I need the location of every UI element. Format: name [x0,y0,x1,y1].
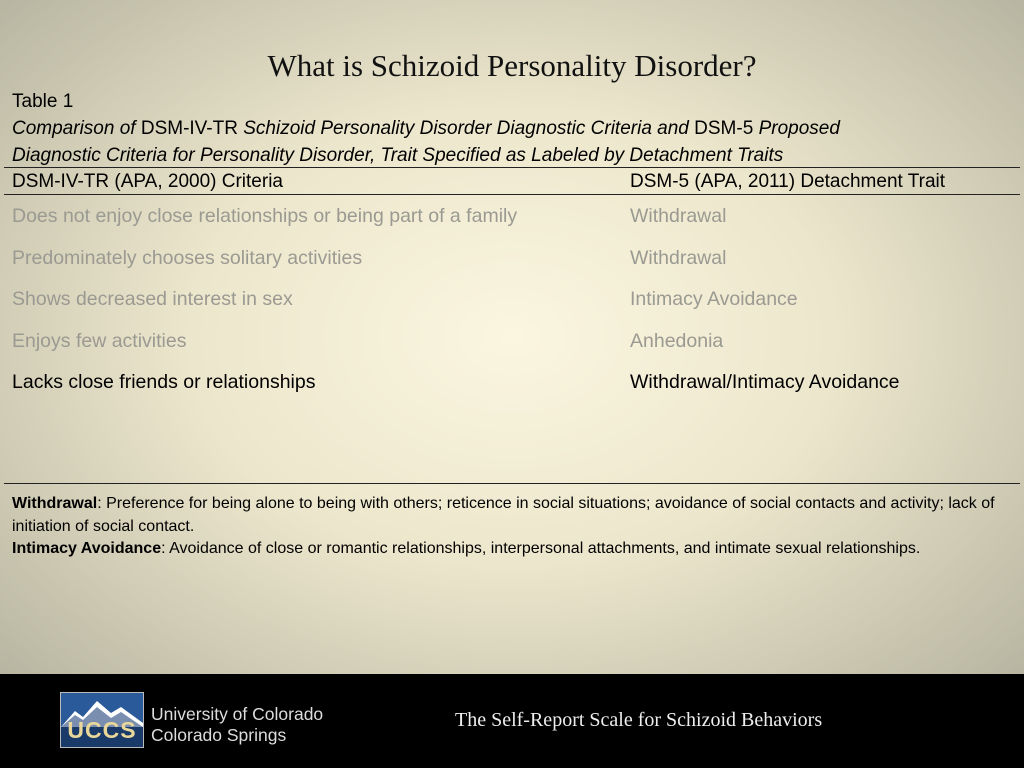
criteria-cell: Does not enjoy close relationships or being part of a family [12,205,518,227]
definition-term: Withdrawal [12,495,98,512]
university-name-line1: University of Colorado [151,704,324,724]
criteria-cell: Enjoys few activities [12,329,187,352]
trait-cell: Withdrawal [630,205,727,227]
caption-part: Comparison of [12,118,141,139]
table-caption-line2-text: Diagnostic Criteria for Personality Disorder, Trait Specified as Labeled by Detachment Traits [12,145,784,166]
caption-part: DSM-IV-TR [140,118,244,139]
table-row [0,205,1024,245]
table-caption-line2 [12,142,1017,169]
trait-cell: Withdrawal/Intimacy Avoidance [630,371,900,393]
table-row [0,288,1024,328]
presentation-title: The Self-Report Scale for Schizoid Behaviors [455,709,823,731]
table-top-rule [4,167,1020,168]
logo-wordmark: UCCS [67,717,137,743]
criteria-cell: Lacks close friends or relationships [12,371,316,393]
definition-text: : Preference for being alone to being with others; reticence in social situations; avoidance of social contacts and activity; lack of initiation of social contact. [12,495,995,535]
table-bottom-rule [4,483,1020,484]
trait-cell: Anhedonia [630,329,724,352]
table-caption-line1 [12,115,1017,142]
column-header-dsm5: DSM-5 (APA, 2011) Detachment Trait [630,171,946,192]
definition [12,538,1002,561]
table-header-rule [4,194,1020,195]
table-label: Table 1 [12,91,74,112]
table-row [0,330,1024,370]
uccs-logo [60,692,144,748]
definition-term: Intimacy Avoidance [12,540,162,557]
definition [12,493,1002,538]
slide-title: What is Schizoid Personality Disorder? [267,48,757,83]
university-name [151,704,323,746]
university-name-line2: Colorado Springs [151,725,287,745]
caption-part: DSM-5 [694,118,759,139]
table-row [0,247,1024,287]
definitions-note [12,493,1002,561]
caption-part: Schizoid Personality Disorder Diagnostic Criteria and [243,118,695,139]
definition-text: : Avoidance of close or romantic relationships, interpersonal attachments, and intimate sexual relationships. [161,540,921,557]
caption-part: Proposed [758,118,840,139]
criteria-cell: Predominately chooses solitary activities [12,246,363,269]
trait-cell: Withdrawal [630,246,727,269]
footer-bar [0,674,1024,768]
trait-cell: Intimacy Avoidance [630,288,798,310]
column-header-dsm4: DSM-IV-TR (APA, 2000) Criteria [12,171,283,192]
table-caption [12,88,1017,169]
table-row [0,371,1024,411]
criteria-cell: Shows decreased interest in sex [12,288,293,310]
